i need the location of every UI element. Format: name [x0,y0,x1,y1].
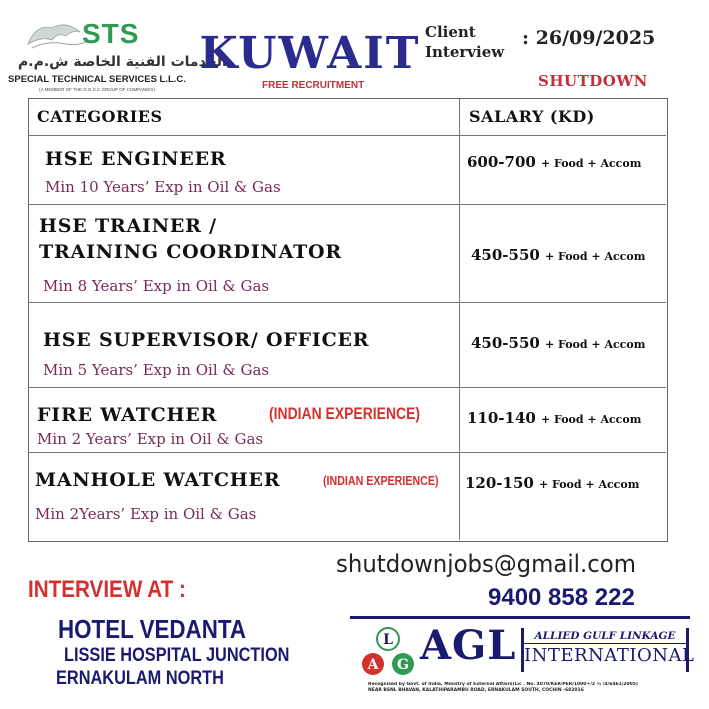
job-note: (INDIAN EXPERIENCE) [269,404,421,423]
agl-emblem-icon [358,624,418,682]
interview-at-heading: INTERVIEW AT : [28,576,186,603]
country-title: KUWAIT [199,28,421,79]
sts-logo-text: STS [82,18,140,49]
agl-registration-text [368,682,688,694]
salary-benefits: + Food + Accom [540,413,642,426]
salary-amount: 600-700 [467,153,536,171]
job-title: HSE TRAINER / [39,215,217,237]
salary-amount: 120-150 [465,474,534,492]
salary-amount: 450-550 [471,246,540,264]
table-header-row [29,99,666,136]
salary-benefits: + Food + Accom [544,250,646,263]
agl-name-bracket [521,628,695,672]
salary-benefits: + Food + Accom [544,338,646,351]
venue-junction: LISSIE HOSPITAL JUNCTION [64,645,290,666]
job-title: HSE SUPERVISOR/ OFFICER [43,329,370,351]
agl-address-line: NEAR BSNL BHAVAN, KALATHIPARAMBU ROAD, ERNAKULAM SOUTH, COCHIN -682016 [368,688,584,693]
sts-logo [8,8,227,96]
salary-header: SALARY (KD) [469,107,595,126]
jobs-table [28,98,668,542]
job-salary [467,408,641,427]
table-row [29,453,666,540]
table-row [29,205,666,303]
contact-phone[interactable]: 9400 858 222 [488,584,635,611]
job-salary [465,473,639,492]
agl-registration-line: Recognised by Govt. of India, Ministry of External Affairs(Lic . No. 4070/KER/PER/1000+/2 ½ /4/6461/2005) [368,682,638,687]
agl-logo-text: AGL [420,622,517,669]
client-label-line2: Interview [425,43,505,61]
salary-benefits: + Food + Accom [540,157,642,170]
company-sub-text: (A MEMBER OF THE O.G.S.C GROUP OF COMPANIES) [39,87,155,92]
job-experience: Min 2 Years’ Exp in Oil & Gas [37,430,264,448]
venue-city: ERNAKULAM NORTH [56,668,224,689]
contact-email[interactable]: shutdownjobs@gmail.com [336,550,636,578]
categories-header: CATEGORIES [37,107,163,126]
job-salary [471,245,645,264]
free-recruitment-label: FREE RECRUITMENT [262,80,365,91]
job-note: (INDIAN EXPERIENCE) [323,473,439,488]
shutdown-label: SHUTDOWN [538,72,648,90]
job-experience: Min 2Years’ Exp in Oil & Gas [35,505,257,523]
job-salary [471,333,645,352]
salary-benefits: + Food + Accom [538,478,640,491]
venue-hotel: HOTEL VEDANTA [58,614,247,644]
interview-date: : 26/09/2025 [522,27,656,49]
company-name: SPECIAL TECHNICAL SERVICES L.L.C. [8,74,186,85]
job-title: MANHOLE WATCHER [35,469,281,491]
job-experience: Min 8 Years’ Exp in Oil & Gas [43,277,270,295]
agl-top-rule [350,616,690,619]
job-title-line2: TRAINING COORDINATOR [39,241,342,263]
agl-logo-block [350,616,695,702]
table-row [29,388,666,453]
client-interview-label [425,22,504,62]
table-row [29,303,666,388]
job-experience: Min 5 Years’ Exp in Oil & Gas [43,361,270,379]
client-label-line1: Client [425,23,476,41]
table-row [29,136,666,205]
agl-international-text: INTERNATIONAL [524,645,695,666]
salary-amount: 110-140 [467,409,536,427]
agl-allied-text: ALLIED GULF LINKAGE [524,630,686,644]
job-title: HSE ENGINEER [45,148,227,170]
agl-emblem-letter-right: G [397,657,409,673]
job-experience: Min 10 Years’ Exp in Oil & Gas [45,178,281,196]
agl-emblem-letter-left: A [367,657,379,673]
agl-emblem-letter-top: L [383,632,393,648]
salary-amount: 450-550 [471,334,540,352]
job-title: FIRE WATCHER [37,404,218,426]
job-salary [467,152,641,171]
company-arabic-name: الخدمات الفنية الخاصة ش.م.م [18,54,227,70]
